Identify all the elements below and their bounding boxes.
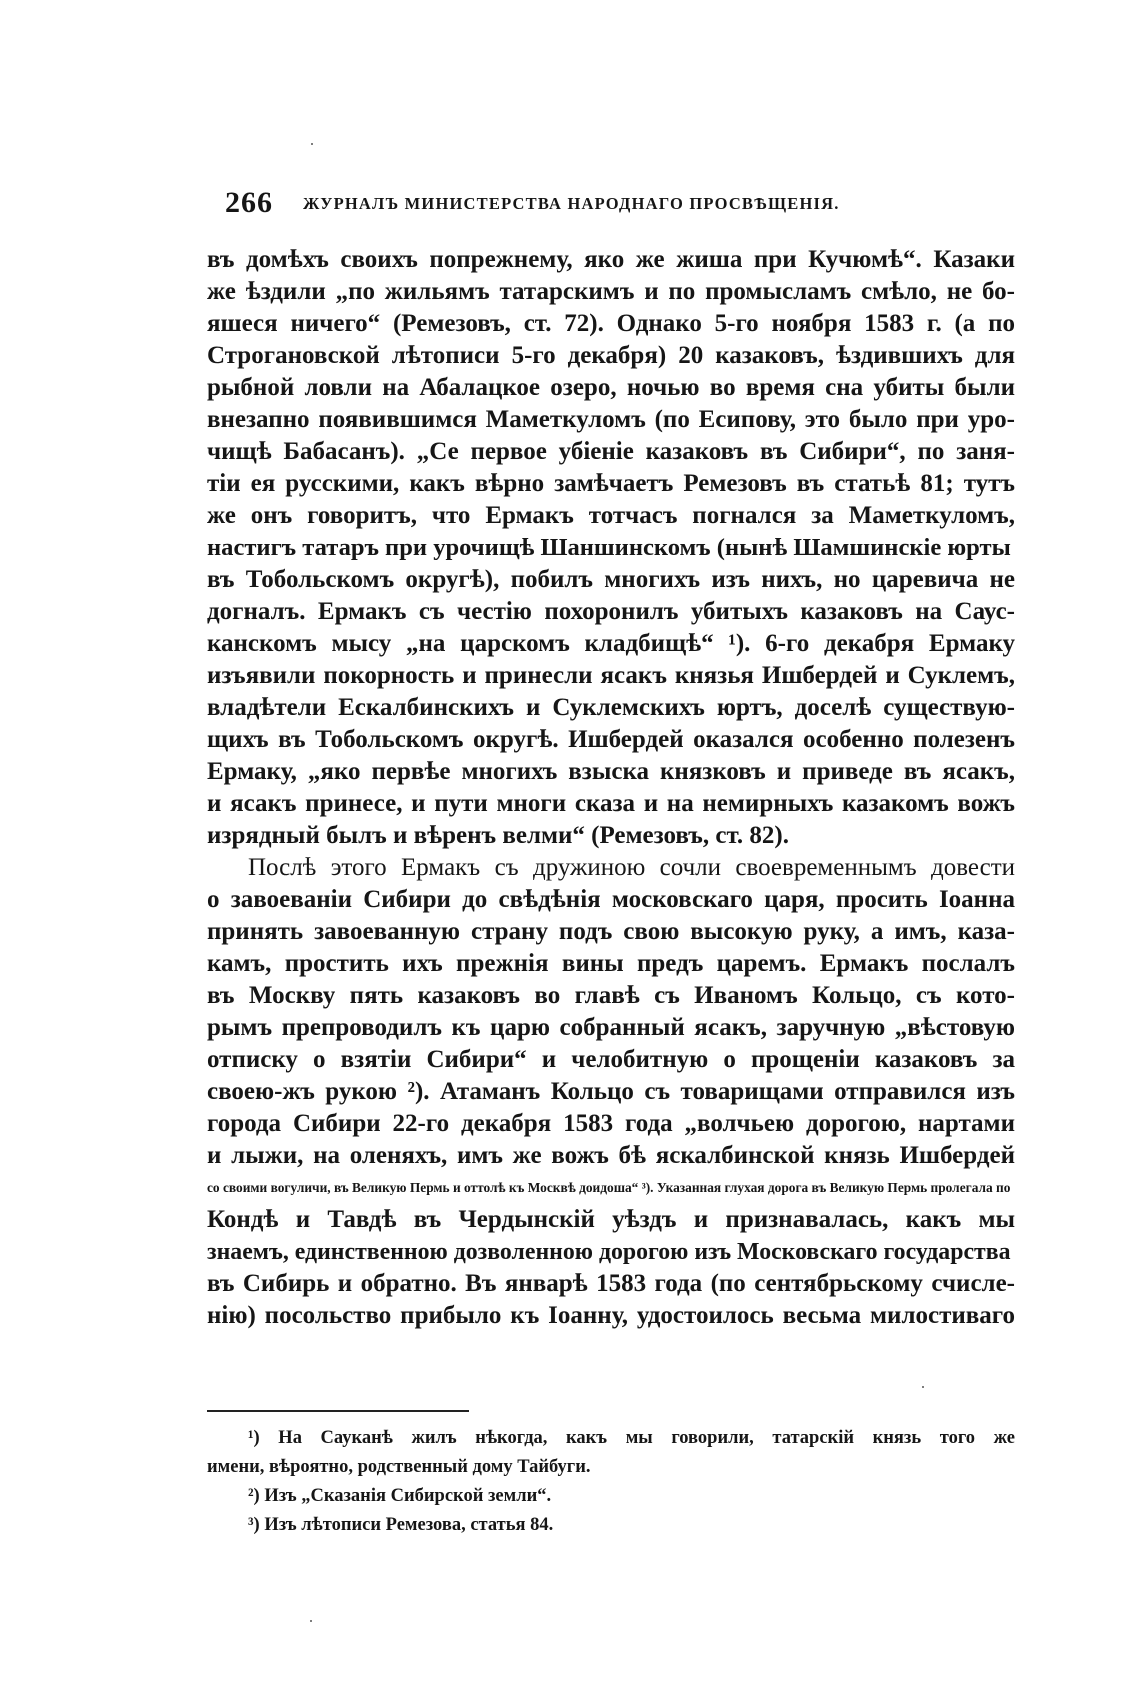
scan-speck: [311, 143, 313, 145]
footnote-1: ¹) На Сауканѣ жилъ нѣкогда, какъ мы говорили, татарскій князь того же: [248, 1428, 1015, 1448]
text-line: тіи ея русскими, какъ вѣрно замѣчаетъ Ремезовъ въ статьѣ 81; тутъ: [207, 470, 1015, 497]
text-line: въ Тобольскомъ округѣ), побилъ многихъ изъ нихъ, но царевича не: [207, 566, 1015, 593]
text-line: въ Сибирь и обратно. Въ январѣ 1583 года (по сентябрьскому счисле-: [207, 1270, 1015, 1297]
text-line: нію) посольство прибыло къ Іоанну, удостоилось весьма милостиваго: [207, 1302, 1015, 1329]
text-line: отписку о взятіи Сибири“ и челобитную о прощеніи казаковъ за: [207, 1046, 1015, 1073]
text-line: владѣтели Ескалбинскихъ и Суклемскихъ юртъ, доселѣ существую-: [207, 694, 1015, 721]
scan-speck: [310, 1620, 312, 1622]
text-line: настигъ татаръ при урочищѣ Шаншинскомъ (нынѣ Шамшинскіе юрты: [207, 534, 1011, 561]
text-line: канскомъ мысу „на царскомъ кладбищѣ“ ¹). 6-го декабря Ермаку: [207, 630, 1015, 657]
text-line: Строгановской лѣтописи 5-го декабря) 20 казаковъ, ѣздившихъ для: [207, 342, 1015, 369]
text-line: изрядный былъ и вѣренъ велми“ (Ремезовъ, ст. 82).: [207, 822, 789, 849]
text-line: чищѣ Бабасанъ). „Се первое убіеніе казаковъ въ Сибири“, по заня-: [207, 438, 1015, 465]
text-line: Послѣ этого Ермакъ съ дружиною сочли своевременнымъ довести: [248, 854, 1015, 881]
body-text: [207, 244, 1015, 1332]
footnote-3: ³) Изъ лѣтописи Ремезова, статья 84.: [248, 1515, 554, 1535]
footnote-2: ²) Изъ „Сказанія Сибирской земли“.: [248, 1486, 552, 1506]
text-line: Ермаку, „яко первѣе многихъ взыска князковъ и приведе въ ясакъ,: [207, 758, 1015, 785]
footnote-1-continued: имени, вѣроятно, родственный дому Тайбуги.: [207, 1457, 591, 1477]
text-line: о завоеваніи Сибири до свѣдѣнія московскаго царя, просить Іоанна: [207, 886, 1015, 913]
text-line: рыбной ловли на Абалацкое озеро, ночью во время сна убиты были: [207, 374, 1015, 401]
text-line: и ясакъ принесе, и пути многи сказа и на немирныхъ казакомъ вожъ: [207, 790, 1015, 817]
text-line: въ домѣхъ своихъ попрежнему, яко же жиша при Кучюмѣ“. Казаки: [207, 246, 1015, 273]
text-line: со своими вогуличи, въ Великую Пермь и оттолѣ къ Москвѣ доидоша“ ³). Указанная глухая дорога въ Великую Пермь пролегала по: [207, 1180, 1011, 1195]
text-line: же онъ говоритъ, что Ермакъ тотчасъ погнался за Маметкуломъ,: [207, 502, 1015, 529]
page-number: 266: [225, 186, 273, 219]
text-line: Кондѣ и Тавдѣ въ Чердынскій уѣздъ и признавалась, какъ мы: [207, 1206, 1015, 1233]
text-line: изъявили покорность и принесли ясакъ князья Ишбердей и Суклемъ,: [207, 662, 1015, 689]
footnote-separator: [207, 1410, 469, 1412]
page-header: [225, 186, 1015, 220]
text-line: яшеся ничего“ (Ремезовъ, ст. 72). Однако 5-го ноября 1583 г. (а по: [207, 310, 1015, 337]
footnotes: [207, 1424, 1015, 1540]
text-line: въ Москву пять казаковъ во главѣ съ Иваномъ Кольцо, съ кото-: [207, 982, 1015, 1009]
text-line: рымъ препроводилъ къ царю собранный ясакъ, заручную „вѣстовую: [207, 1014, 1015, 1041]
text-line: принять завоеванную страну подъ свою высокую руку, а имъ, каза-: [207, 918, 1015, 945]
text-line: догналъ. Ермакъ съ честію похоронилъ убитыхъ казаковъ на Саус-: [207, 598, 1015, 625]
text-line: щихъ въ Тобольскомъ округѣ. Ишбердей оказался особенно полезенъ: [207, 726, 1015, 753]
text-line: и лыжи, на оленяхъ, имъ же вожъ бѣ яскалбинской князь Ишбердей: [207, 1142, 1015, 1169]
text-line: знаемъ, единственною дозволенною дорогою изъ Московскаго государства: [207, 1239, 1011, 1265]
text-line: же ѣздили „по жильямъ татарскимъ и по промысламъ смѣло, не бо-: [207, 278, 1015, 305]
running-head: ЖУРНАЛЪ МИНИСТЕРСТВА НАРОДНАГО ПРОСВѢЩЕНІЯ.: [303, 194, 840, 213]
text-line: камъ, простить ихъ прежнія вины предъ царемъ. Ермакъ послалъ: [207, 950, 1015, 977]
text-line: своею-жъ рукою ²). Атаманъ Кольцо съ товарищами отправился изъ: [207, 1078, 1015, 1105]
scan-speck: [922, 1386, 924, 1388]
text-line: города Сибири 22-го декабря 1583 года „волчьею дорогою, нартами: [207, 1110, 1015, 1137]
text-line: внезапно появившимся Маметкуломъ (по Есипову, это было при уро-: [207, 406, 1015, 433]
